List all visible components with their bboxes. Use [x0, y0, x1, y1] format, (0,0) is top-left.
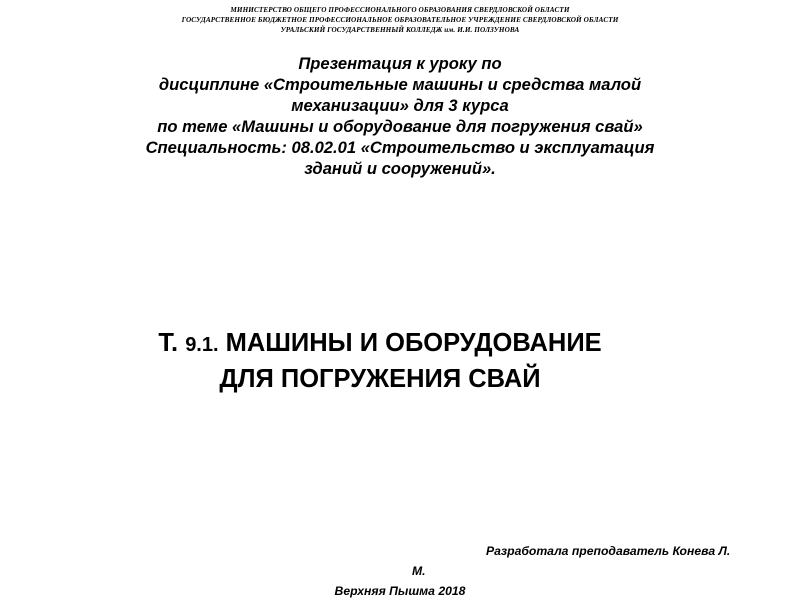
topic-title	[40, 326, 720, 396]
topic-title-rest: МАШИНЫ И ОБОРУДОВАНИЕ	[218, 329, 602, 357]
ministry-line-3: УРАЛЬСКИЙ ГОСУДАРСТВЕННЫЙ КОЛЛЕДЖ им. И.И. ПОЛЗУНОВА	[280, 26, 520, 34]
author-line-2: М.	[412, 564, 426, 578]
intro-line-6: зданий и сооружений».	[304, 159, 496, 178]
topic-prefix: Т.	[158, 329, 186, 357]
intro-line-3: механизации» для 3 курса	[291, 96, 509, 115]
author-line-1: Разработала преподаватель Конева Л.	[486, 544, 731, 558]
city-year: Верхняя Пышма 2018	[334, 584, 466, 598]
intro-line-2: дисциплине «Строительные машины и средства малой	[158, 75, 642, 94]
topic-number: 9.1.	[185, 334, 219, 356]
presentation-intro	[80, 53, 720, 179]
topic-title-line-1	[40, 326, 720, 362]
ministry-header	[0, 5, 800, 35]
intro-line-1: Презентация к уроку по	[298, 54, 502, 73]
intro-line-4: по теме «Машины и оборудование для погружения свай»	[157, 117, 643, 136]
topic-title-line-2: ДЛЯ ПОГРУЖЕНИЯ СВАЙ	[219, 365, 541, 393]
ministry-line-1: МИНИСТЕРСТВО ОБЩЕГО ПРОФЕССИОНАЛЬНОГО ОБРАЗОВАНИЯ СВЕРДЛОВСКОЙ ОБЛАСТИ	[230, 6, 570, 14]
ministry-line-2: ГОСУДАРСТВЕННОЕ БЮДЖЕТНОЕ ПРОФЕССИОНАЛЬНОЕ ОБРАЗОВАТЕЛЬНОЕ УЧРЕЖДЕНИЕ СВЕРДЛОВСКОЙ ОБЛАСТИ	[181, 16, 619, 24]
intro-line-5: Специальность: 08.02.01 «Строительство и эксплуатация	[145, 138, 655, 157]
